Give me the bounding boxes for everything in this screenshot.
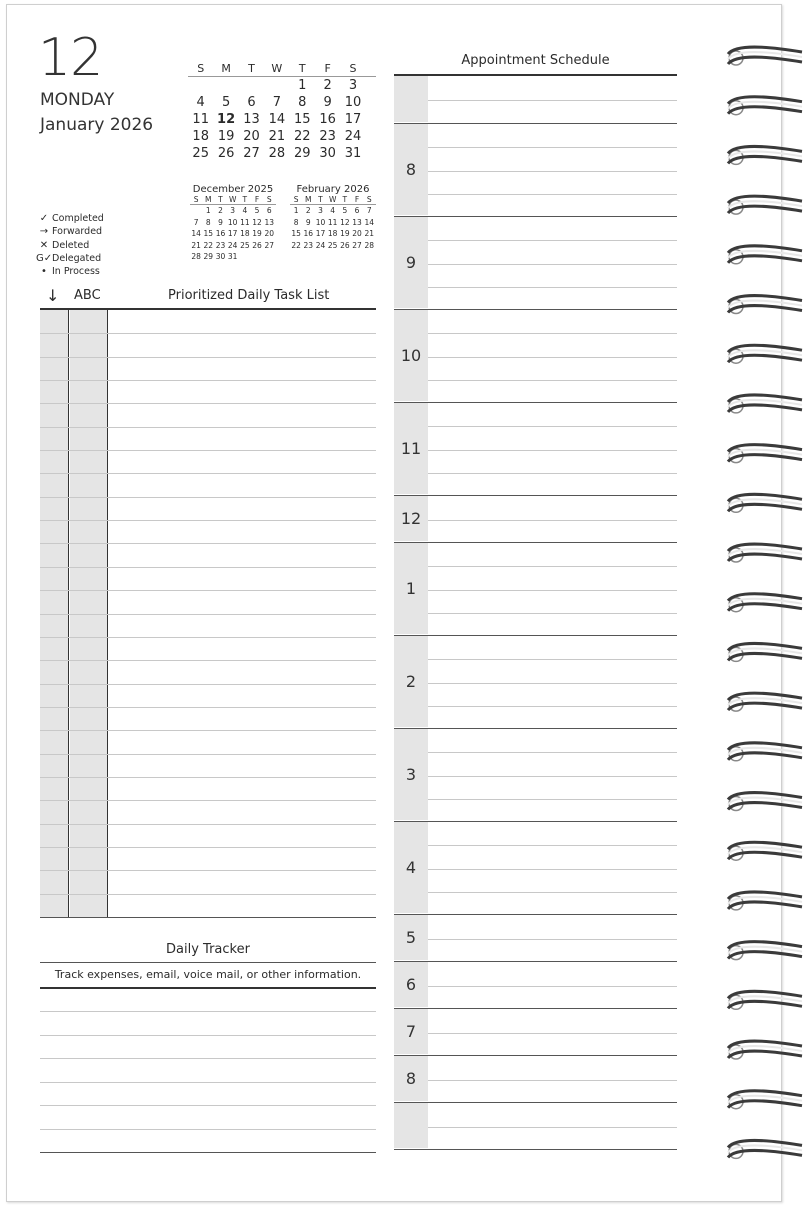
task-list-body <box>40 310 376 918</box>
spiral-binding <box>726 40 806 1180</box>
small-calendar-week-row <box>190 228 276 240</box>
hour-label: 12 <box>400 508 422 528</box>
calendar-day: 16 <box>319 112 336 127</box>
calendar-day <box>188 77 213 94</box>
hour-divider <box>394 914 677 915</box>
legend-symbol: → <box>39 226 49 238</box>
spiral-coil <box>728 942 802 960</box>
task-line <box>40 333 376 334</box>
calendar-day: 9 <box>323 95 332 110</box>
calendar-day: 24 <box>227 240 238 250</box>
calendar-day: 30 <box>319 146 336 161</box>
appointment-line <box>428 799 677 800</box>
small-calendar-weekday-header <box>290 195 376 205</box>
spiral-coil <box>728 991 802 1009</box>
legend-item <box>36 225 104 238</box>
hour-divider <box>394 635 677 636</box>
small-calendar-title: February 2026 <box>296 184 370 195</box>
date-weekday: MONDAY <box>40 90 115 110</box>
task-line <box>40 357 376 358</box>
appointment-schedule <box>394 74 677 1153</box>
calendar-day: 17 <box>227 229 238 238</box>
calendar-day: 8 <box>205 217 211 227</box>
daily-tracker-lines <box>40 988 376 1153</box>
calendar-day: 20 <box>352 229 362 238</box>
calendar-day: 15 <box>293 112 311 127</box>
hour-divider <box>394 216 677 217</box>
calendar-day: 18 <box>327 229 338 238</box>
calendar-day: 21 <box>191 240 201 250</box>
spiral-coil <box>728 1091 802 1109</box>
calendar-day: 14 <box>364 217 374 227</box>
tracker-line <box>40 1058 376 1059</box>
calendar-day: 8 <box>293 217 299 227</box>
calendar-day <box>263 251 275 263</box>
appointment-line <box>428 752 677 753</box>
tracker-line <box>40 1082 376 1083</box>
calendar-week-row <box>188 111 376 128</box>
calendar-day: 26 <box>252 240 262 250</box>
spiral-coil <box>728 743 802 761</box>
task-line <box>40 660 376 661</box>
task-line <box>40 800 376 801</box>
task-line <box>40 567 376 568</box>
weekday-label: M <box>205 195 212 204</box>
appointment-line <box>428 171 677 172</box>
appointment-line <box>428 590 677 591</box>
calendar-day <box>239 251 251 263</box>
calendar-day <box>239 77 264 94</box>
hour-divider <box>394 1055 677 1056</box>
legend-label: Delegated <box>52 252 102 264</box>
calendar-day: 6 <box>266 206 272 215</box>
calendar-day: 22 <box>203 240 214 250</box>
spiral-coil <box>728 594 802 612</box>
calendar-week-row <box>188 128 376 145</box>
legend-item <box>36 239 104 252</box>
calendar-day: 12 <box>217 112 236 127</box>
appointment-line <box>428 240 677 241</box>
spiral-coil <box>728 445 802 463</box>
task-lines <box>40 310 376 917</box>
calendar-day: 24 <box>315 240 326 250</box>
calendar-day: 6 <box>247 95 256 110</box>
calendar-day: 31 <box>344 146 362 161</box>
calendar-day: 24 <box>344 129 362 144</box>
calendar-day: 11 <box>240 217 250 227</box>
hour-divider <box>394 1149 677 1150</box>
spiral-coil <box>728 544 802 562</box>
month-calendar <box>188 62 376 162</box>
hour-label: 5 <box>405 927 417 947</box>
calendar-day: 10 <box>227 217 238 227</box>
calendar-day <box>213 77 238 94</box>
calendar-day: 11 <box>192 112 209 127</box>
calendar-day: 2 <box>218 206 223 215</box>
weekday-label: T <box>298 62 306 75</box>
daily-tracker-subtitle: Track expenses, email, voice mail, or other information. <box>54 968 362 981</box>
calendar-day: 28 <box>191 252 201 261</box>
appointment-line <box>428 147 677 148</box>
date-day-number: 12 <box>38 28 103 88</box>
calendar-day: 13 <box>352 217 362 227</box>
weekday-label: W <box>271 62 283 75</box>
calendar-day: 15 <box>203 229 214 238</box>
appointment-line <box>428 986 677 987</box>
calendar-day: 11 <box>327 217 338 227</box>
appointment-line <box>428 333 677 334</box>
legend-item <box>36 265 104 278</box>
calendar-day: 16 <box>303 229 314 238</box>
task-line <box>40 754 376 755</box>
appointment-line <box>428 194 677 195</box>
status-legend <box>36 212 104 278</box>
calendar-day: 2 <box>305 206 311 215</box>
calendar-day: 10 <box>344 95 362 110</box>
appointment-line <box>428 264 677 265</box>
spiral-coil <box>728 1041 802 1059</box>
hour-label: 9 <box>405 252 417 272</box>
spiral-coil <box>728 146 802 164</box>
legend-symbol: G✓ <box>36 252 53 264</box>
calendar-day: 26 <box>340 240 350 250</box>
hour-divider <box>394 961 677 962</box>
tracker-line <box>40 1035 376 1036</box>
legend-symbol: • <box>41 266 47 278</box>
appointment-line <box>428 473 677 474</box>
calendar-day: 29 <box>293 146 311 161</box>
calendar-day: 23 <box>319 129 336 144</box>
appointment-line <box>428 939 677 940</box>
calendar-day: 9 <box>305 217 311 227</box>
hour-label: 10 <box>400 345 422 365</box>
calendar-day: 26 <box>217 146 235 161</box>
task-line <box>40 684 376 685</box>
calendar-day: 1 <box>293 206 299 215</box>
tracker-line <box>40 1011 376 1012</box>
task-line <box>40 847 376 848</box>
spiral-coil <box>728 47 802 65</box>
hour-divider <box>394 402 677 403</box>
hour-divider <box>394 309 677 310</box>
calendar-day: 19 <box>252 229 262 238</box>
weekday-label: T <box>248 62 255 75</box>
hour-divider <box>394 1102 677 1103</box>
spiral-coil <box>728 345 802 363</box>
date-month-year: January 2026 <box>40 115 154 135</box>
calendar-day: 14 <box>191 229 201 238</box>
hour-gray-block <box>394 1103 428 1148</box>
calendar-day: 7 <box>366 206 372 215</box>
calendar-day: 25 <box>192 146 209 161</box>
weekday-label: T <box>218 195 223 204</box>
calendar-day: 23 <box>215 240 226 250</box>
small-calendar-weekday-header <box>190 195 276 205</box>
task-line <box>40 824 376 825</box>
calendar-day: 10 <box>315 217 326 227</box>
calendar-day: 18 <box>240 229 250 238</box>
down-arrow-icon: ↓ <box>46 286 60 305</box>
calendar-day: 9 <box>218 217 223 227</box>
weekday-label: T <box>242 195 248 204</box>
calendar-day: 17 <box>315 229 326 238</box>
calendar-day: 7 <box>193 217 199 227</box>
task-line <box>40 427 376 428</box>
calendar-week-row <box>188 94 376 111</box>
weekday-label: S <box>349 62 357 75</box>
task-line <box>40 450 376 451</box>
spiral-coil <box>728 1140 802 1158</box>
hour-label: 11 <box>400 438 422 458</box>
weekday-label: M <box>221 62 231 75</box>
spiral-coil <box>728 395 802 413</box>
calendar-day: 25 <box>240 240 250 250</box>
legend-label: Deleted <box>52 239 90 251</box>
spiral-coil <box>728 494 802 512</box>
appointment-line <box>428 869 677 870</box>
legend-label: In Process <box>52 266 100 278</box>
calendar-day: 4 <box>242 206 248 215</box>
spiral-coil <box>728 196 802 214</box>
task-line <box>40 590 376 591</box>
spiral-coil <box>728 246 802 264</box>
weekday-label: W <box>328 195 337 204</box>
calendar-day: 27 <box>264 240 274 250</box>
calendar-day: 28 <box>268 146 286 161</box>
task-line <box>40 520 376 521</box>
daily-tracker-title: Daily Tracker <box>166 942 250 957</box>
tracker-line <box>40 1105 376 1106</box>
weekday-label: S <box>266 195 272 204</box>
weekday-label: M <box>305 195 312 204</box>
task-line <box>40 380 376 381</box>
hour-label: 3 <box>405 764 417 784</box>
appointment-line <box>428 1080 677 1081</box>
appointment-line <box>428 380 677 381</box>
appointment-line <box>428 450 677 451</box>
calendar-day: 28 <box>364 240 374 250</box>
appointment-line <box>428 659 677 660</box>
small-calendar-week-row <box>190 240 276 252</box>
calendar-day <box>251 251 263 263</box>
calendar-day: 3 <box>230 206 236 215</box>
small-calendar-week-row <box>190 205 276 217</box>
small-calendar-week-row <box>190 251 276 263</box>
small-calendar-week-row <box>190 217 276 229</box>
calendar-day <box>190 205 202 217</box>
small-calendar-week-row <box>290 240 376 252</box>
legend-symbol: ✓ <box>39 213 49 224</box>
weekday-label: T <box>342 195 348 204</box>
hour-label: 4 <box>405 857 417 877</box>
prev-month-calendar <box>190 184 276 263</box>
weekday-label: S <box>193 195 199 204</box>
calendar-day: 1 <box>298 78 307 93</box>
hour-divider <box>394 123 677 124</box>
calendar-day: 19 <box>217 129 235 144</box>
legend-symbol: ✕ <box>39 239 49 251</box>
appointment-line <box>428 1127 677 1128</box>
calendar-day: 29 <box>203 252 214 261</box>
hour-label: 7 <box>405 1021 417 1041</box>
hour-divider <box>394 1008 677 1009</box>
task-list-header <box>40 286 376 310</box>
calendar-day: 22 <box>293 129 311 144</box>
appointment-line <box>428 706 677 707</box>
calendar-day: 6 <box>354 206 360 215</box>
weekday-label: F <box>324 62 331 75</box>
daily-tracker-subtitle-box <box>40 962 376 989</box>
appointment-line <box>428 1033 677 1034</box>
calendar-weekday-header <box>188 62 376 77</box>
hour-label: 1 <box>405 578 417 598</box>
legend-label: Completed <box>52 213 104 224</box>
task-line <box>40 614 376 615</box>
calendar-day: 21 <box>364 229 374 238</box>
calendar-day: 2 <box>323 78 332 93</box>
task-line <box>40 403 376 404</box>
spiral-coil <box>728 892 802 910</box>
appointment-line <box>428 287 677 288</box>
small-calendar-week-row <box>290 217 376 229</box>
legend-label: Forwarded <box>52 226 103 238</box>
calendar-day: 30 <box>215 252 226 261</box>
calendar-day: 23 <box>303 240 314 250</box>
task-line <box>40 637 376 638</box>
task-line <box>40 543 376 544</box>
weekday-label: F <box>254 195 260 204</box>
weekday-label: T <box>318 195 323 204</box>
appointment-line <box>428 613 677 614</box>
appointment-line <box>428 520 677 521</box>
calendar-day: 31 <box>227 252 238 261</box>
task-line <box>40 497 376 498</box>
spiral-coil <box>728 643 802 661</box>
spiral-coil <box>728 842 802 860</box>
calendar-day: 21 <box>268 129 286 144</box>
hour-label: 6 <box>405 974 417 994</box>
calendar-day: 3 <box>318 206 323 215</box>
calendar-day: 14 <box>268 112 286 127</box>
calendar-day: 8 <box>298 95 307 110</box>
weekday-label: W <box>228 195 237 204</box>
hour-divider <box>394 821 677 822</box>
appointment-line <box>428 776 677 777</box>
appointment-schedule-title: Appointment Schedule <box>461 53 610 68</box>
appointment-line <box>428 683 677 684</box>
appointment-line <box>428 357 677 358</box>
calendar-day: 20 <box>243 129 260 144</box>
abc-priority-label: ABC <box>74 288 101 303</box>
weekday-label: S <box>366 195 372 204</box>
calendar-week-row <box>188 145 376 162</box>
calendar-day: 16 <box>215 229 226 238</box>
calendar-week-row <box>188 77 376 94</box>
calendar-day: 19 <box>340 229 350 238</box>
legend-item <box>36 252 104 265</box>
hour-label: 8 <box>405 1068 417 1088</box>
appointment-line <box>428 845 677 846</box>
small-calendar-title: December 2025 <box>192 184 274 195</box>
hour-divider <box>394 542 677 543</box>
task-line <box>40 870 376 871</box>
calendar-day: 5 <box>221 95 231 110</box>
task-line <box>40 777 376 778</box>
calendar-day: 18 <box>192 129 209 144</box>
small-calendar-week-row <box>290 205 376 217</box>
next-month-calendar <box>290 184 376 251</box>
calendar-day: 4 <box>330 206 336 215</box>
weekday-label: S <box>197 62 205 75</box>
weekday-label: S <box>293 195 299 204</box>
task-line <box>40 730 376 731</box>
calendar-day: 13 <box>264 217 274 227</box>
calendar-day: 22 <box>291 240 301 250</box>
calendar-day: 12 <box>252 217 262 227</box>
calendar-day: 7 <box>272 95 281 110</box>
task-list-title: Prioritized Daily Task List <box>168 288 330 303</box>
calendar-day: 15 <box>291 229 301 238</box>
tracker-line <box>40 1129 376 1130</box>
spiral-coil <box>728 296 802 314</box>
hour-label: 8 <box>405 159 417 179</box>
calendar-day: 1 <box>205 206 211 215</box>
calendar-day: 27 <box>352 240 362 250</box>
calendar-day: 3 <box>348 78 358 93</box>
appointment-line <box>428 566 677 567</box>
calendar-day: 4 <box>196 95 205 110</box>
appointment-line <box>428 426 677 427</box>
calendar-day: 5 <box>342 206 348 215</box>
calendar-day: 17 <box>344 112 362 127</box>
appointment-line <box>428 892 677 893</box>
legend-item <box>36 212 104 225</box>
calendar-day <box>264 77 289 94</box>
small-calendar-week-row <box>290 228 376 240</box>
hour-divider <box>394 728 677 729</box>
calendar-day: 20 <box>264 229 274 238</box>
calendar-day: 5 <box>254 206 260 215</box>
task-line <box>40 473 376 474</box>
calendar-day: 13 <box>243 112 260 127</box>
calendar-day: 12 <box>340 217 350 227</box>
weekday-label: F <box>354 195 360 204</box>
spiral-coil <box>728 793 802 811</box>
calendar-day: 27 <box>243 146 260 161</box>
appointment-line <box>428 100 677 101</box>
spiral-coil <box>728 693 802 711</box>
hour-label: 2 <box>405 671 417 691</box>
hour-gray-block <box>394 76 428 122</box>
hour-divider <box>394 495 677 496</box>
spiral-coil <box>728 97 802 115</box>
task-line <box>40 894 376 895</box>
task-line <box>40 707 376 708</box>
calendar-day: 25 <box>327 240 338 250</box>
